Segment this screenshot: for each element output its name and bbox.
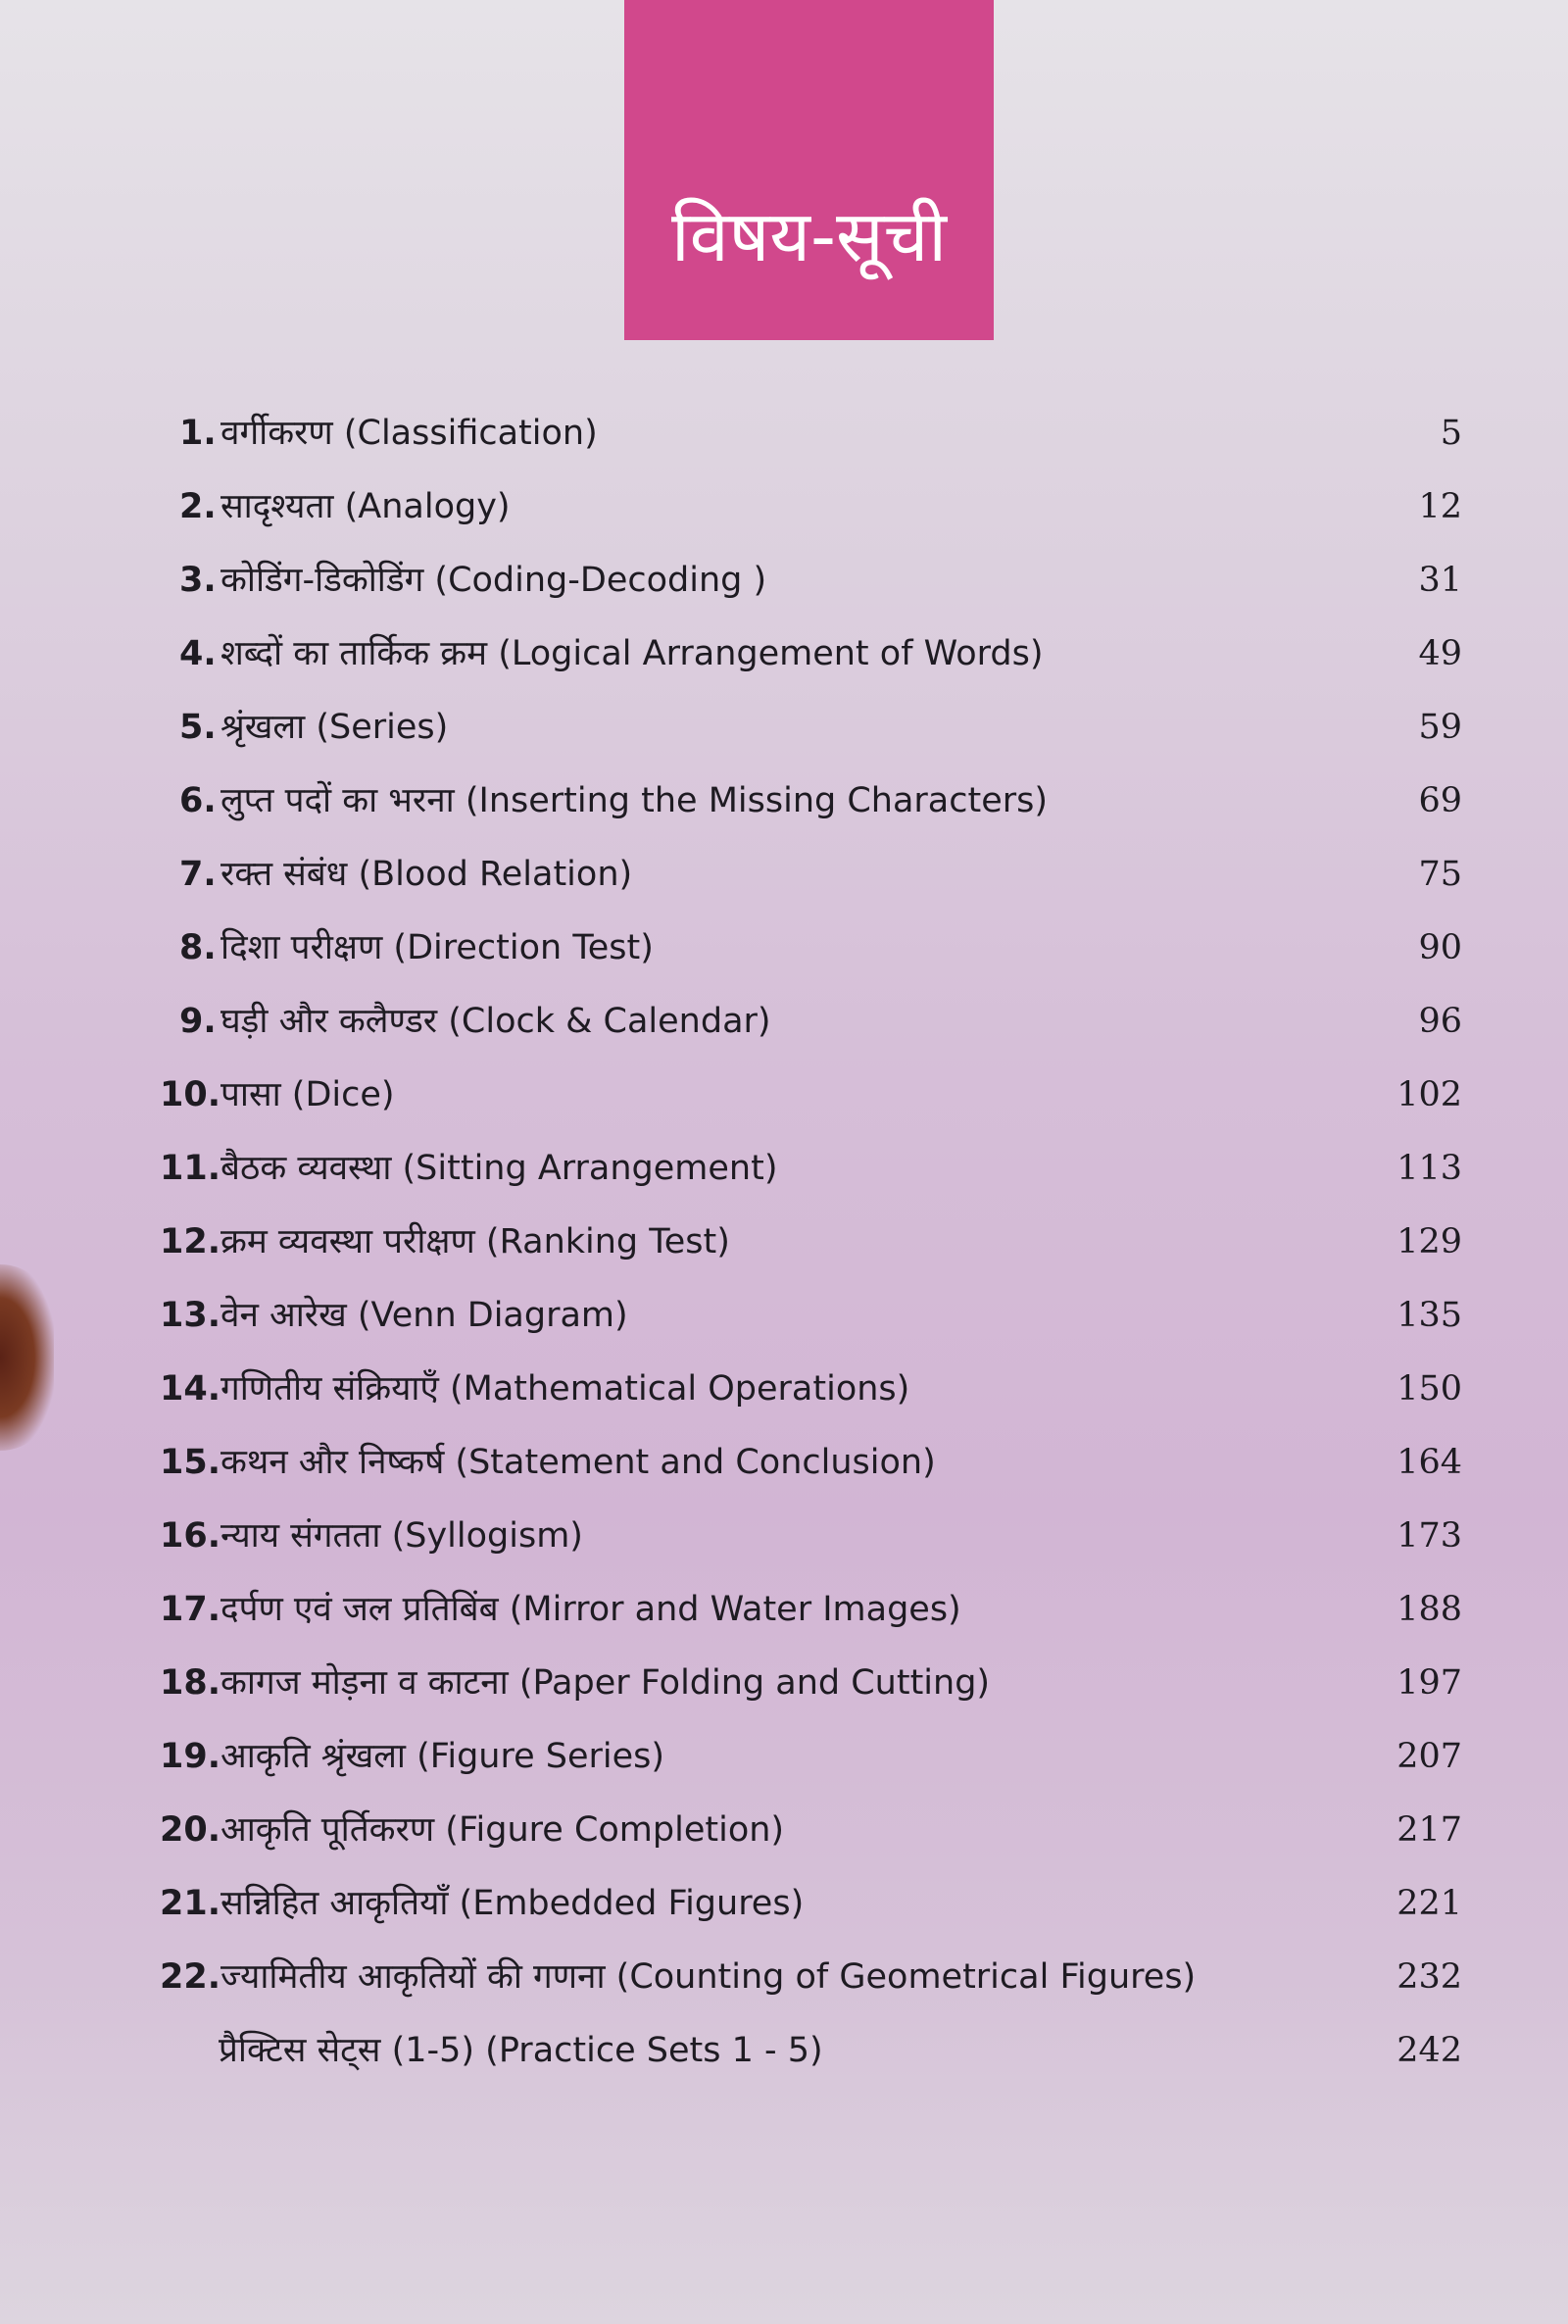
toc-entry	[0, 1727, 1568, 1786]
toc-entry-title: कागज मोड़ना व काटना (Paper Folding and Cutting)	[220, 1663, 991, 1703]
toc-entry	[0, 1212, 1568, 1271]
toc-entry-number: 12.	[160, 1222, 221, 1261]
toc-entry-page: 5	[1440, 414, 1462, 453]
toc-entry-page: 197	[1396, 1663, 1462, 1703]
toc-entry-number: 16.	[160, 1516, 221, 1556]
toc-entry	[0, 1065, 1568, 1124]
toc-entry-page: 188	[1396, 1590, 1462, 1629]
toc-entry-number: 22.	[160, 1957, 221, 1997]
toc-entry	[0, 918, 1568, 977]
toc-entry-number: 4.	[179, 634, 217, 673]
toc-entry	[0, 1874, 1568, 1933]
toc-entry-title: आकृति पूर्तिकरण (Figure Completion)	[220, 1810, 785, 1850]
toc-entry-title: प्रैक्टिस सेट्स (1-5) (Practice Sets 1 - 5)	[219, 2031, 823, 2070]
toc-entry-number: 9.	[179, 1002, 217, 1041]
toc-entry	[0, 771, 1568, 830]
toc-entry	[0, 1580, 1568, 1639]
toc-entry-title: वेन आरेख (Venn Diagram)	[220, 1296, 628, 1335]
toc-entry-page: 12	[1418, 487, 1462, 526]
page-title: विषय-सूची	[670, 195, 948, 277]
toc-entry-number: 13.	[160, 1296, 221, 1335]
toc-entry-page: 49	[1418, 634, 1462, 673]
toc-entry-page: 75	[1418, 855, 1462, 894]
toc-entry-title: न्याय संगतता (Syllogism)	[220, 1516, 583, 1556]
toc-entry-page: 135	[1396, 1296, 1462, 1335]
toc-entry	[0, 698, 1568, 757]
toc-entry-title: कथन और निष्कर्ष (Statement and Conclusion)	[220, 1443, 936, 1482]
toc-entry-number: 18.	[160, 1663, 221, 1703]
toc-entry-page: 102	[1396, 1075, 1462, 1114]
toc-entry-number: 8.	[179, 928, 217, 967]
toc-entry-title: वर्गीकरण (Classification)	[220, 414, 598, 453]
toc-entry-title: शब्दों का तार्किक क्रम (Logical Arrangement of Words)	[220, 634, 1044, 673]
toc-entry-number: 10.	[160, 1075, 221, 1114]
toc-entry-number: 15.	[160, 1443, 221, 1482]
toc-entry-title: रक्त संबंध (Blood Relation)	[220, 855, 633, 894]
toc-entry	[0, 1360, 1568, 1418]
toc-entry-page: 69	[1418, 781, 1462, 820]
toc-entry-page: 96	[1418, 1002, 1462, 1041]
toc-entry-number: 11.	[160, 1149, 221, 1188]
toc-entry-number: 6.	[179, 781, 217, 820]
toc-entry	[0, 1507, 1568, 1565]
toc-entry	[0, 477, 1568, 536]
toc-entry-title: लुप्त पदों का भरना (Inserting the Missing Characters)	[220, 781, 1049, 820]
toc-entry-title: दर्पण एवं जल प्रतिबिंब (Mirror and Water Images)	[220, 1590, 961, 1629]
toc-entry-number: 5.	[179, 708, 217, 747]
toc-entry	[0, 845, 1568, 904]
toc-entry-page: 232	[1396, 1957, 1462, 1997]
toc-entry	[0, 624, 1568, 683]
toc-entry	[0, 404, 1568, 463]
toc-entry-title: सादृश्यता (Analogy)	[220, 487, 511, 526]
toc-entry-title: गणितीय संक्रियाएँ (Mathematical Operations)	[220, 1369, 910, 1409]
toc-entry-number: 3.	[179, 561, 217, 600]
toc-entry-page: 150	[1396, 1369, 1462, 1409]
toc-entry-title: दिशा परीक्षण (Direction Test)	[220, 928, 654, 967]
toc-entry-page: 242	[1396, 2031, 1462, 2070]
toc-entry-number: 17.	[160, 1590, 221, 1629]
toc-entry-title: आकृति श्रृंखला (Figure Series)	[220, 1737, 665, 1776]
toc-entry-page: 217	[1396, 1810, 1462, 1850]
toc-entry-page: 59	[1418, 708, 1462, 747]
toc-entry-page: 90	[1418, 928, 1462, 967]
toc-entry-page: 113	[1396, 1149, 1462, 1188]
toc-entry-number: 21.	[160, 1884, 221, 1923]
toc-entry-number: 14.	[160, 1369, 221, 1409]
toc-entry	[0, 1654, 1568, 1712]
toc-entry-title: ज्यामितीय आकृतियों की गणना (Counting of Geometrical Figures)	[220, 1957, 1197, 1997]
toc-entry-page: 164	[1396, 1443, 1462, 1482]
title-banner	[624, 0, 994, 340]
toc-entry-page: 31	[1418, 561, 1462, 600]
toc-entry-number: 20.	[160, 1810, 221, 1850]
toc-entry-number: 7.	[179, 855, 217, 894]
toc-entry-title: पासा (Dice)	[220, 1075, 395, 1114]
toc-entry	[0, 992, 1568, 1051]
toc-entry	[0, 1286, 1568, 1345]
toc-entry-page: 221	[1396, 1884, 1462, 1923]
toc-entry-title: सन्निहित आकृतियाँ (Embedded Figures)	[220, 1884, 805, 1923]
toc-entry-title: क्रम व्यवस्था परीक्षण (Ranking Test)	[220, 1222, 730, 1261]
toc-entry-title: घड़ी और कलैण्डर (Clock & Calendar)	[220, 1002, 771, 1041]
toc-entry	[0, 1801, 1568, 1859]
toc-entry	[0, 551, 1568, 610]
toc-entry-number: 2.	[179, 487, 217, 526]
toc-entry-title: बैठक व्यवस्था (Sitting Arrangement)	[220, 1149, 778, 1188]
toc-entry	[0, 1433, 1568, 1492]
toc-entry-page: 129	[1396, 1222, 1462, 1261]
toc-entry-title: कोडिंग-डिकोडिंग (Coding-Decoding )	[220, 561, 767, 600]
toc-entry	[0, 1948, 1568, 2006]
toc-entry-number: 1.	[179, 414, 217, 453]
toc-entry	[0, 2021, 1568, 2080]
toc-entry-page: 207	[1396, 1737, 1462, 1776]
toc-entry-number: 19.	[160, 1737, 221, 1776]
toc-entry-page: 173	[1396, 1516, 1462, 1556]
toc-entry-title: श्रृंखला (Series)	[220, 708, 449, 747]
toc-entry	[0, 1139, 1568, 1198]
